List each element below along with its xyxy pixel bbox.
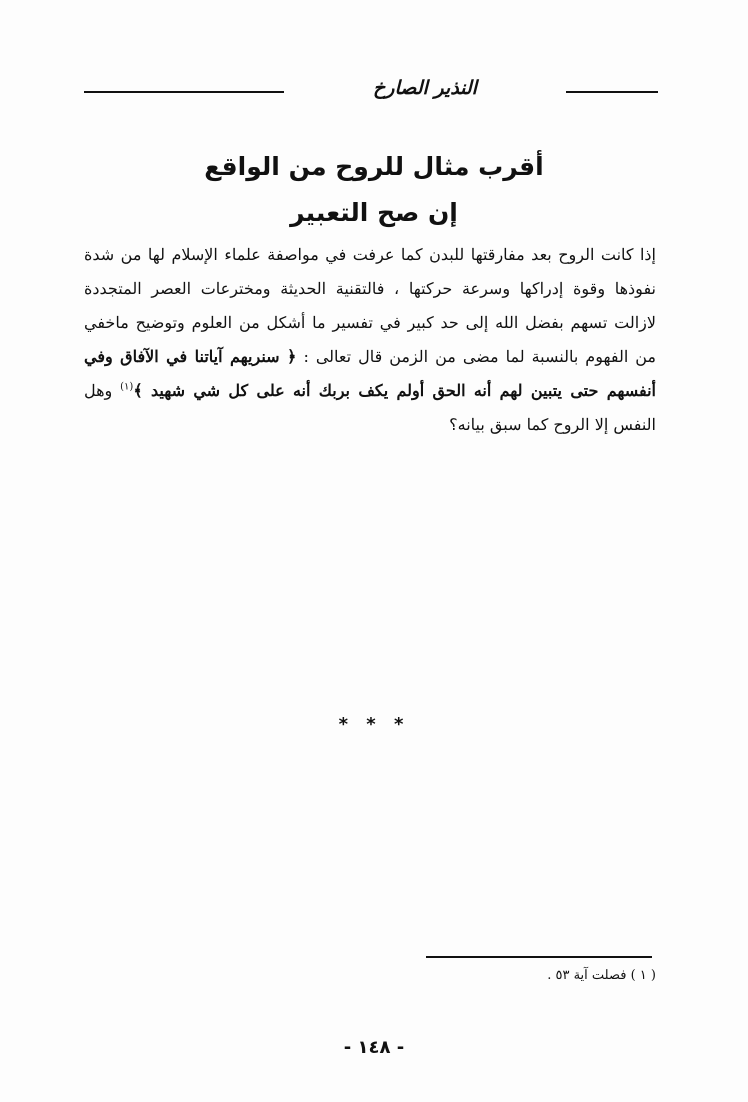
- page-number: - ١٤٨ -: [343, 1037, 405, 1058]
- chapter-heading-line-2: إن صح التعبير: [290, 198, 458, 227]
- header-rule-right: [566, 91, 658, 93]
- quran-verse: ﴿ سنريهم آياتنا في الآفاق وفي أنفسهم حتى يتبين لهم أنه الحق أولم يكف بربك أنه على كل شي شهيد ﴾: [84, 347, 656, 400]
- header-rule-left: [84, 91, 284, 93]
- section-separator: * * *: [338, 714, 410, 735]
- running-header: [84, 74, 658, 104]
- chapter-heading-line-1: أقرب مثال للروح من الواقع: [204, 152, 544, 181]
- paragraph-intro: إذا كانت الروح بعد مفارقتها للبدن كما عرفت في مواصفة علماء الإسلام لها من شدة نفوذها وقوة إدراكها وسرعة حركتها ، فالتقنية الحديثة ومخترعات العصر المتجددة لازالت تسهم بفضل الله إلى حد كبير في تفسير ما أشكل من العلوم وتوضيح ماخفي من الفهوم بالنسبة لما مضى من الزمن قال تعالى :: [84, 245, 657, 366]
- body-paragraph: [84, 238, 656, 442]
- chapter-heading: [90, 144, 658, 236]
- footnote: ( ١ ) فصلت آية ٥٣ .: [547, 968, 656, 983]
- footnote-marker: (١): [120, 381, 134, 393]
- paragraph-outro: وهل النفس إلا الروح كما سبق بيانه؟: [84, 381, 656, 434]
- header-title: النذير الصارخ: [373, 77, 477, 99]
- footnote-rule: [426, 956, 652, 958]
